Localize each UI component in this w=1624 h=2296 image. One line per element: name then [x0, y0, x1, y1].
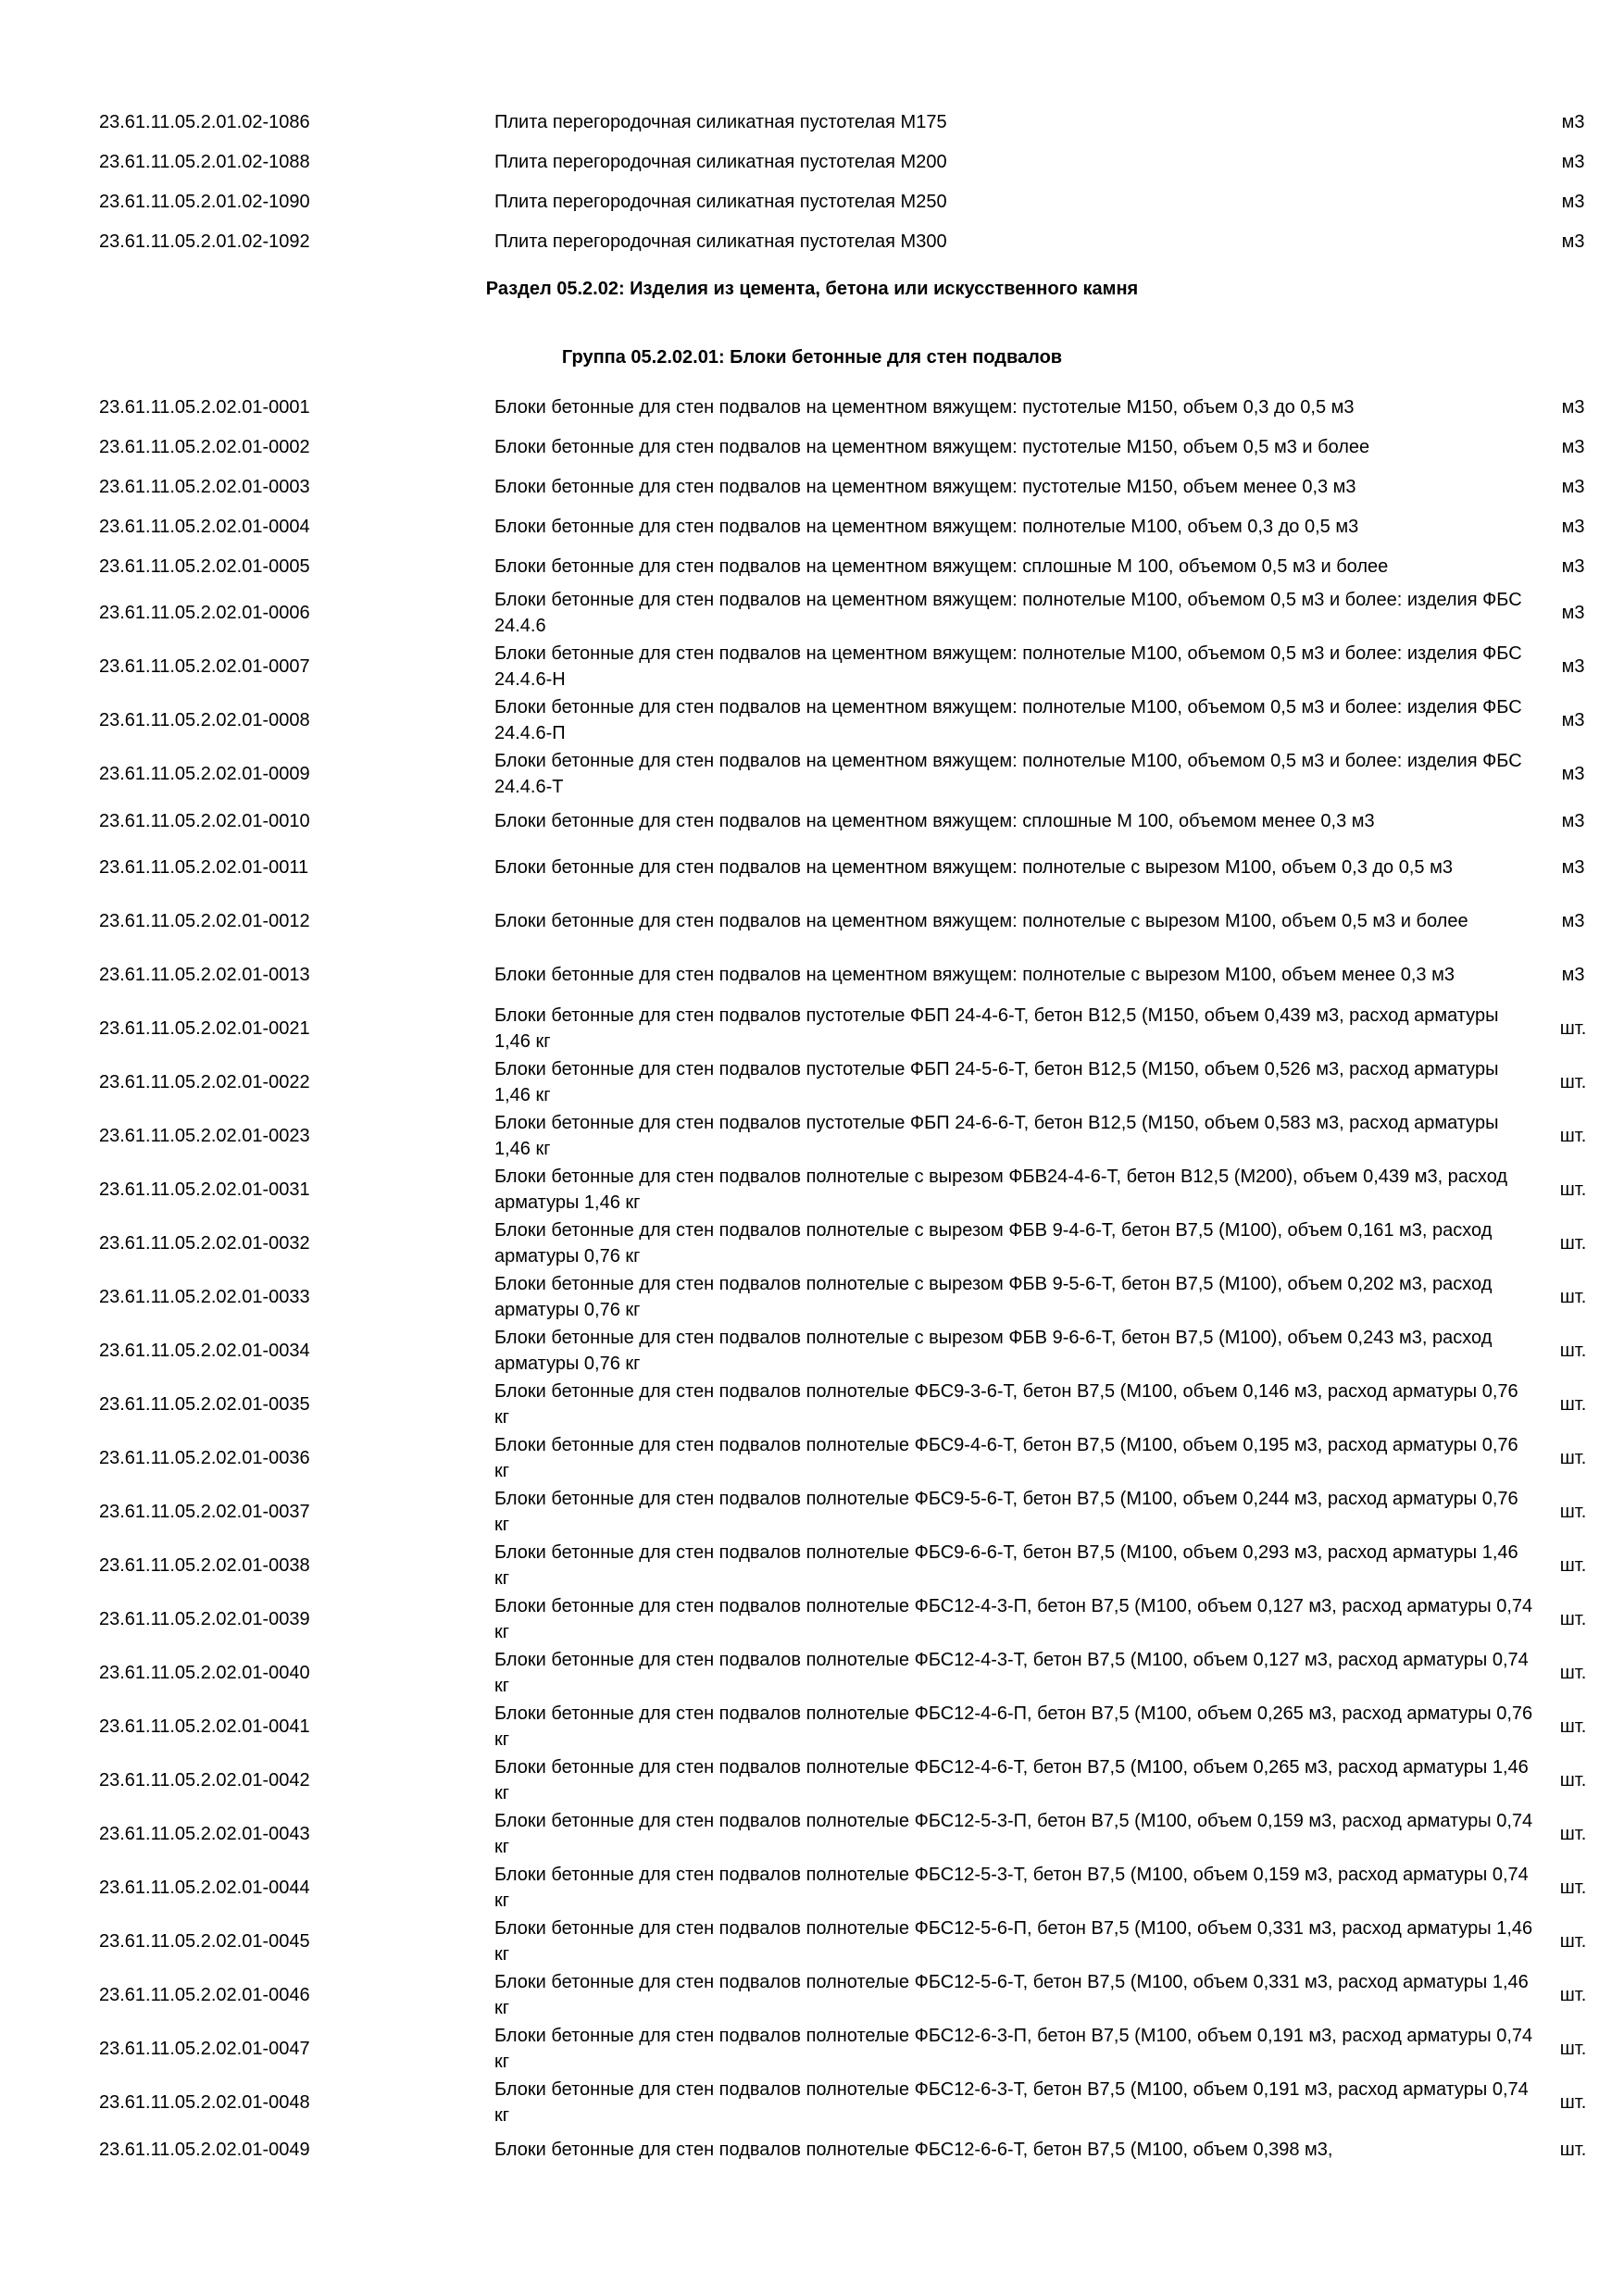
row-unit: м3: [1561, 810, 1585, 831]
row-code: 23.61.11.05.2.02.01-0040: [99, 1663, 310, 1683]
row-unit: шт.: [1559, 1179, 1587, 1200]
table-row: [0, 2129, 1624, 2169]
row-code: 23.61.11.05.2.02.01-0032: [99, 1233, 310, 1254]
table-row: [0, 387, 1624, 427]
row-name: Плита перегородочная силикатная пустотелая М200: [494, 151, 947, 172]
table-row: [0, 1646, 1624, 1700]
row-unit: шт.: [1559, 1448, 1587, 1468]
row-code: 23.61.11.05.2.02.01-0038: [99, 1555, 310, 1576]
row-name: Блоки бетонные для стен подвалов на цементном вяжущем: полнотелые М100, объемом 0,5 м3 и более: изделия ФБС 24.4.6-П: [494, 697, 1522, 743]
row-code: 23.61.11.05.2.02.01-0048: [99, 2092, 310, 2113]
row-unit: шт.: [1559, 1341, 1587, 1361]
table-row: [0, 1217, 1624, 1270]
row-unit: шт.: [1559, 1126, 1587, 1146]
row-unit: шт.: [1559, 1233, 1587, 1254]
row-name: Блоки бетонные для стен подвалов полнотелые ФБС9-4-6-Т, бетон В7,5 (М100, объем 0,195 м3, расход арматуры 0,76 кг: [494, 1435, 1518, 1481]
table-row: [0, 1915, 1624, 1968]
table-row: [0, 841, 1624, 894]
row-unit: шт.: [1559, 1287, 1587, 1307]
row-name: Блоки бетонные для стен подвалов полнотелые ФБС12-5-3-П, бетон В7,5 (М100, объем 0,159 м3, расход арматуры 0,74 кг: [494, 1811, 1533, 1857]
table-row: [0, 693, 1624, 747]
row-unit: м3: [1561, 965, 1585, 985]
row-code: 23.61.11.05.2.02.01-0023: [99, 1126, 310, 1146]
row-code: 23.61.11.05.2.02.01-0012: [99, 911, 310, 931]
row-name: Блоки бетонные для стен подвалов на цементном вяжущем: пустотелые М150, объем менее 0,3 м3: [494, 476, 1356, 497]
row-code: 23.61.11.05.2.02.01-0047: [99, 2039, 310, 2059]
row-unit: м3: [1561, 231, 1585, 252]
row-name: Блоки бетонные для стен подвалов полнотелые с вырезом ФБВ 9-6-6-Т, бетон В7,5 (М100), объем 0,243 м3, расход арматуры 0,76 кг: [494, 1328, 1493, 1374]
row-code: 23.61.11.05.2.01.02-1092: [99, 231, 310, 252]
row-name: Блоки бетонные для стен подвалов на цементном вяжущем: полнотелые М100, объемом 0,5 м3 и более: изделия ФБС 24.4.6-Т: [494, 751, 1522, 797]
table-row: [0, 1807, 1624, 1861]
row-unit: м3: [1561, 191, 1585, 212]
row-unit: шт.: [1559, 1394, 1587, 1415]
row-name: Блоки бетонные для стен подвалов полнотелые ФБС12-4-6-Т, бетон В7,5 (М100, объем 0,265 м3, расход арматуры 1,46 кг: [494, 1757, 1529, 1803]
row-code: 23.61.11.05.2.02.01-0035: [99, 1394, 310, 1415]
row-name: Блоки бетонные для стен подвалов полнотелые ФБС12-4-6-П, бетон В7,5 (М100, объем 0,265 м3, расход арматуры 0,76 кг: [494, 1703, 1533, 1750]
section-title: Раздел 05.2.02: Изделия из цемента, бетона или искусственного камня: [485, 279, 1139, 299]
table-row: [0, 1163, 1624, 1217]
row-unit: шт.: [1559, 1716, 1587, 1737]
table-row: [0, 1485, 1624, 1539]
row-code: 23.61.11.05.2.02.01-0006: [99, 603, 310, 623]
row-code: 23.61.11.05.2.02.01-0005: [99, 555, 310, 577]
table-row: [0, 1968, 1624, 2022]
row-code: 23.61.11.05.2.02.01-0013: [99, 965, 310, 985]
row-unit: шт.: [1559, 1609, 1587, 1629]
table-row: [0, 1270, 1624, 1324]
row-code: 23.61.11.05.2.02.01-0045: [99, 1931, 310, 1952]
row-name: Блоки бетонные для стен подвалов полнотелые ФБС12-5-3-Т, бетон В7,5 (М100, объем 0,159 м3, расход арматуры 0,74 кг: [494, 1865, 1529, 1911]
row-name: Плита перегородочная силикатная пустотелая М250: [494, 191, 947, 212]
row-name: Блоки бетонные для стен подвалов на цементном вяжущем: пустотелые М150, объем 0,3 до 0,5 м3: [494, 396, 1355, 418]
table-row: [0, 1055, 1624, 1109]
row-name: Блоки бетонные для стен подвалов полнотелые ФБС12-6-3-П, бетон В7,5 (М100, объем 0,191 м3, расход арматуры 0,74 кг: [494, 2026, 1533, 2072]
row-name: Блоки бетонные для стен подвалов на цементном вяжущем: полнотелые М100, объемом 0,5 м3 и более: изделия ФБС 24.4.6: [494, 590, 1522, 636]
table-row: [0, 801, 1624, 841]
row-unit: м3: [1561, 656, 1585, 677]
table-row: [0, 1861, 1624, 1915]
row-unit: шт.: [1559, 1555, 1587, 1576]
row-name: Блоки бетонные для стен подвалов полнотелые с вырезом ФБВ 9-5-6-Т, бетон В7,5 (М100), объем 0,202 м3, расход арматуры 0,76 кг: [494, 1274, 1493, 1320]
row-code: 23.61.11.05.2.02.01-0002: [99, 436, 310, 457]
row-name: Плита перегородочная силикатная пустотелая М175: [494, 111, 947, 132]
row-unit: шт.: [1559, 1502, 1587, 1522]
group-title: Группа 05.2.02.01: Блоки бетонные для стен подвалов: [561, 347, 1063, 368]
row-name: Блоки бетонные для стен подвалов полнотелые ФБС9-6-6-Т, бетон В7,5 (М100, объем 0,293 м3, расход арматуры 1,46 кг: [494, 1542, 1518, 1589]
row-unit: м3: [1561, 396, 1585, 418]
row-name: Блоки бетонные для стен подвалов полнотелые ФБС12-5-6-П, бетон В7,5 (М100, объем 0,331 м3, расход арматуры 1,46 кг: [494, 1918, 1533, 1965]
row-code: 23.61.11.05.2.02.01-0039: [99, 1609, 310, 1629]
row-unit: шт.: [1559, 1985, 1587, 2005]
row-unit: шт.: [1559, 2092, 1587, 2113]
table-row: [0, 181, 1624, 221]
row-unit: м3: [1561, 436, 1585, 457]
row-code: 23.61.11.05.2.02.01-0033: [99, 1287, 310, 1307]
row-name: Блоки бетонные для стен подвалов полнотелые ФБС12-5-6-Т, бетон В7,5 (М100, объем 0,331 м3, расход арматуры 1,46 кг: [494, 1972, 1529, 2018]
table-row: [0, 1002, 1624, 1055]
row-unit: м3: [1561, 603, 1585, 623]
row-name: Блоки бетонные для стен подвалов полнотелые ФБС12-6-3-Т, бетон В7,5 (М100, объем 0,191 м3, расход арматуры 0,74 кг: [494, 2079, 1529, 2126]
row-name: Блоки бетонные для стен подвалов на цементном вяжущем: полнотелые с вырезом М100, объем 0,5 м3 и более: [494, 911, 1468, 931]
table-row: [0, 747, 1624, 801]
row-unit: шт.: [1559, 1878, 1587, 1898]
row-name: Блоки бетонные для стен подвалов полнотелые ФБС12-4-3-П, бетон В7,5 (М100, объем 0,127 м3, расход арматуры 0,74 кг: [494, 1596, 1533, 1642]
row-unit: м3: [1561, 555, 1585, 577]
row-unit: шт.: [1559, 1770, 1587, 1791]
row-code: 23.61.11.05.2.02.01-0009: [99, 764, 310, 784]
table-row: [0, 221, 1624, 261]
row-name: Блоки бетонные для стен подвалов на цементном вяжущем: полнотелые М100, объем 0,3 до 0,5 м3: [494, 516, 1359, 537]
row-name: Блоки бетонные для стен подвалов пустотелые ФБП 24-5-6-Т, бетон В12,5 (М150, объем 0,526 м3, расход арматуры 1,46 кг: [494, 1059, 1499, 1105]
table-row: [0, 1324, 1624, 1378]
row-unit: м3: [1561, 710, 1585, 730]
row-code: 23.61.11.05.2.02.01-0007: [99, 656, 310, 677]
row-code: 23.61.11.05.2.02.01-0008: [99, 710, 310, 730]
row-unit: м3: [1561, 476, 1585, 497]
row-code: 23.61.11.05.2.02.01-0041: [99, 1716, 310, 1737]
table-row: [0, 1753, 1624, 1807]
row-unit: м3: [1561, 111, 1585, 132]
row-name: Блоки бетонные для стен подвалов пустотелые ФБП 24-6-6-Т, бетон В12,5 (М150, объем 0,583 м3, расход арматуры 1,46 кг: [494, 1113, 1499, 1159]
row-unit: м3: [1561, 151, 1585, 172]
row-code: 23.61.11.05.2.02.01-0004: [99, 516, 310, 537]
table-row: [0, 427, 1624, 467]
rows-list: [0, 387, 1624, 2169]
row-unit: шт.: [1559, 1663, 1587, 1683]
table-row: [0, 1700, 1624, 1753]
row-code: 23.61.11.05.2.02.01-0037: [99, 1502, 310, 1522]
table-row: [0, 948, 1624, 1002]
row-code: 23.61.11.05.2.02.01-0022: [99, 1072, 310, 1092]
row-unit: м3: [1561, 911, 1585, 931]
row-name: Плита перегородочная силикатная пустотелая М300: [494, 231, 947, 252]
row-name: Блоки бетонные для стен подвалов полнотелые ФБС9-3-6-Т, бетон В7,5 (М100, объем 0,146 м3, расход арматуры 0,76 кг: [494, 1381, 1518, 1428]
table-row: [0, 894, 1624, 948]
row-code: 23.61.11.05.2.01.02-1088: [99, 151, 310, 172]
row-unit: м3: [1561, 857, 1585, 878]
table-row: [0, 102, 1624, 142]
row-name: Блоки бетонные для стен подвалов полнотелые ФБС12-6-6-Т, бетон В7,5 (М100, объем 0,398 м3,: [494, 2139, 1333, 2160]
row-code: 23.61.11.05.2.02.01-0044: [99, 1878, 310, 1898]
row-name: Блоки бетонные для стен подвалов на цементном вяжущем: сплошные М 100, объемом менее 0,3 м3: [494, 810, 1375, 831]
table-row: [0, 142, 1624, 181]
row-unit: шт.: [1559, 1018, 1587, 1039]
table-row: [0, 506, 1624, 546]
row-code: 23.61.11.05.2.01.02-1086: [99, 111, 310, 132]
table-row: [0, 467, 1624, 506]
row-code: 23.61.11.05.2.02.01-0010: [99, 810, 310, 831]
row-code: 23.61.11.05.2.02.01-0034: [99, 1341, 310, 1361]
row-code: 23.61.11.05.2.02.01-0031: [99, 1179, 310, 1200]
table-row: [0, 2022, 1624, 2076]
row-unit: м3: [1561, 764, 1585, 784]
row-name: Блоки бетонные для стен подвалов полнотелые ФБС12-4-3-Т, бетон В7,5 (М100, объем 0,127 м3, расход арматуры 0,74 кг: [494, 1650, 1529, 1696]
row-unit: шт.: [1559, 2039, 1587, 2059]
table-row: [0, 1592, 1624, 1646]
table-row: [0, 1378, 1624, 1431]
row-unit: шт.: [1559, 1072, 1587, 1092]
row-code: 23.61.11.05.2.02.01-0042: [99, 1770, 310, 1791]
table-row: [0, 640, 1624, 693]
row-unit: шт.: [1559, 1824, 1587, 1844]
row-code: 23.61.11.05.2.01.02-1090: [99, 191, 310, 212]
row-unit: шт.: [1559, 1931, 1587, 1952]
row-name: Блоки бетонные для стен подвалов полнотелые с вырезом ФБВ 9-4-6-Т, бетон В7,5 (М100), объем 0,161 м3, расход арматуры 0,76 кг: [494, 1220, 1493, 1267]
table-row: [0, 1109, 1624, 1163]
row-name: Блоки бетонные для стен подвалов пустотелые ФБП 24-4-6-Т, бетон В12,5 (М150, объем 0,439 м3, расход арматуры 1,46 кг: [494, 1005, 1499, 1052]
table-row: [0, 1539, 1624, 1592]
row-code: 23.61.11.05.2.02.01-0001: [99, 396, 310, 418]
top-rows-list: [0, 102, 1624, 261]
row-name: Блоки бетонные для стен подвалов на цементном вяжущем: полнотелые с вырезом М100, объем менее 0,3 м3: [494, 965, 1455, 985]
row-code: 23.61.11.05.2.02.01-0046: [99, 1985, 310, 2005]
row-code: 23.61.11.05.2.02.01-0036: [99, 1448, 310, 1468]
row-code: 23.61.11.05.2.02.01-0049: [99, 2139, 310, 2160]
row-name: Блоки бетонные для стен подвалов полнотелые с вырезом ФБВ24-4-6-Т, бетон В12,5 (М200), объем 0,439 м3, расход арматуры 1,46 кг: [494, 1167, 1508, 1213]
row-code: 23.61.11.05.2.02.01-0011: [99, 857, 309, 878]
row-code: 23.61.11.05.2.02.01-0021: [99, 1018, 310, 1039]
row-code: 23.61.11.05.2.02.01-0043: [99, 1824, 310, 1844]
row-name: Блоки бетонные для стен подвалов на цементном вяжущем: пустотелые М150, объем 0,5 м3 и более: [494, 436, 1370, 457]
row-name: Блоки бетонные для стен подвалов на цементном вяжущем: полнотелые М100, объемом 0,5 м3 и более: изделия ФБС 24.4.6-Н: [494, 643, 1522, 690]
row-unit: шт.: [1559, 2139, 1587, 2160]
table-row: [0, 546, 1624, 586]
row-unit: м3: [1561, 516, 1585, 537]
row-code: 23.61.11.05.2.02.01-0003: [99, 476, 310, 497]
table-row: [0, 1431, 1624, 1485]
table-row: [0, 586, 1624, 640]
row-name: Блоки бетонные для стен подвалов на цементном вяжущем: полнотелые с вырезом М100, объем 0,3 до 0,5 м3: [494, 857, 1453, 878]
row-name: Блоки бетонные для стен подвалов полнотелые ФБС9-5-6-Т, бетон В7,5 (М100, объем 0,244 м3, расход арматуры 0,76 кг: [494, 1489, 1518, 1535]
table-row: [0, 2076, 1624, 2129]
row-name: Блоки бетонные для стен подвалов на цементном вяжущем: сплошные М 100, объемом 0,5 м3 и более: [494, 555, 1389, 577]
